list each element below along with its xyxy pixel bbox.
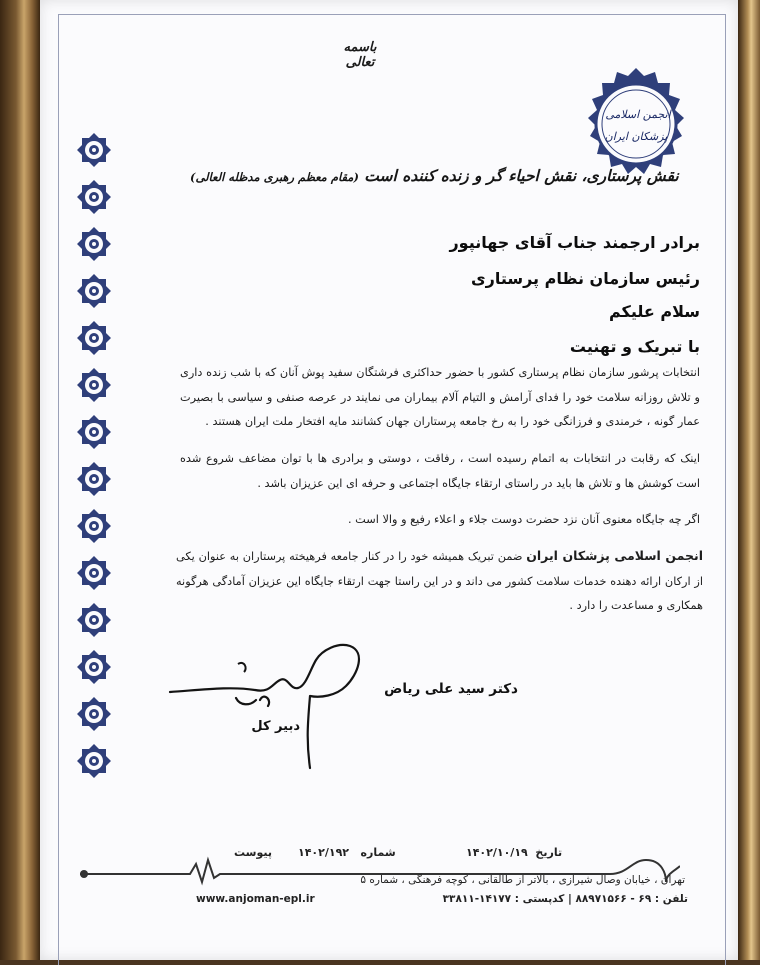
logo-text-line2: پزشکان ایران (604, 130, 668, 143)
star-ornament-icon (72, 269, 116, 313)
signatory-title: دبیر کل (251, 719, 300, 734)
body-paragraph-4-rest: ضمن تبریک همیشه خود را در کنار جامعه فرهیخته پرستاران به عنوان یکی از ارکان ارائه دهنده خدمات سلامت کشور می داند و در این راستا جهت ارتقاء جایگاه این عزیزان آمادگی هرگونه همکاری و مساعدت را دارد . (176, 550, 703, 612)
footer-phone: تلفن : ۶۹ - ۸۸۹۷۱۵۶۶ | کدپستی : ۱۴۱۷۷-۳۳۸۱۱ (442, 893, 688, 905)
quote-text: نقش پرستاری، نقش احیاء گر و زنده کننده است (364, 166, 679, 185)
number-label: شماره (360, 846, 396, 859)
invocation-text: باسمه تعالی (343, 40, 377, 70)
logo-text-line1: انجمن اسلامی (605, 108, 671, 121)
star-ornament-icon (72, 692, 116, 736)
body-paragraph-3: اگر چه جایگاه معنوی آنان نزد حضرت دوست جلاء و اعلاء رفیع و والا است . (347, 513, 700, 526)
date-field (466, 846, 562, 859)
picture-frame-left (0, 0, 40, 960)
signatory-name: دکتر سید علی ریاض (384, 681, 518, 697)
association-name: انجمن اسلامی پزشکان ایران (526, 548, 703, 563)
number-field (298, 846, 396, 859)
recipient-line2: رئیس سازمان نظام پرستاری (470, 269, 700, 288)
star-ornament-icon (72, 410, 116, 454)
footer-website-link[interactable]: www.anjoman-epl.ir (196, 893, 315, 905)
number-value: ۱۴۰۲/۱۹۲ (298, 846, 350, 859)
star-ornament-icon (72, 363, 116, 407)
star-ornament-icon (72, 645, 116, 689)
leader-quote (190, 166, 679, 185)
footer-address: تهران ، خیابان وصال شیرازی ، بالاتر از طالقانی ، کوچه فرهنگی ، شماره ۵ (360, 874, 685, 886)
star-ornament-icon (72, 175, 116, 219)
handwritten-signature (160, 640, 400, 770)
star-ornament-icon (72, 128, 116, 172)
star-ornament-icon (72, 598, 116, 642)
greeting: سلام علیکم (608, 302, 700, 321)
recipient-line1: برادر ارجمند جناب آقای جهانپور (449, 233, 700, 252)
star-ornament-icon (72, 316, 116, 360)
picture-frame-right (738, 0, 760, 960)
star-ornament-icon (72, 504, 116, 548)
congrats-heading: با تبریک و تهنیت (569, 337, 700, 356)
attachment-label: پیوست (234, 846, 272, 859)
star-ornament-icon (72, 551, 116, 595)
star-ornament-column (72, 128, 122, 786)
star-ornament-icon (72, 222, 116, 266)
star-ornament-icon (72, 739, 116, 783)
body-paragraph-2: اینک که رقابت در انتخابات به اتمام رسیده است ، رفاقت ، دوستی و برادری ها با توان مضاعف شروع شده است کوشش ها و تلاش ها باید در راستای ارتقاء جایگاه اجتماعی و حرفه ای این عزیزان باشد . (180, 452, 700, 490)
quote-source: (مقام معظم رهبری مدظله العالی) (190, 170, 359, 184)
date-value: ۱۴۰۲/۱۰/۱۹ (466, 846, 528, 859)
body-paragraph-1: انتخابات پرشور سازمان نظام پرستاری کشور با حضور حداکثری فرشتگان سفید پوش آنان که با شب زنده داری و تلاش روزانه سلامت خود را فدای آرامش و التیام آلام بیماران می نمایند در عرصه صنفی و سیاسی با بصیرت عمار گونه ، خرمندی و فرزانگی خود را به رخ جامعه پرستاران جهان کشانند مایه افتخار ملت ایران هستند . (180, 366, 700, 428)
star-ornament-icon (72, 457, 116, 501)
date-label: تاریخ (535, 846, 563, 859)
body-paragraph-4 (176, 544, 703, 619)
